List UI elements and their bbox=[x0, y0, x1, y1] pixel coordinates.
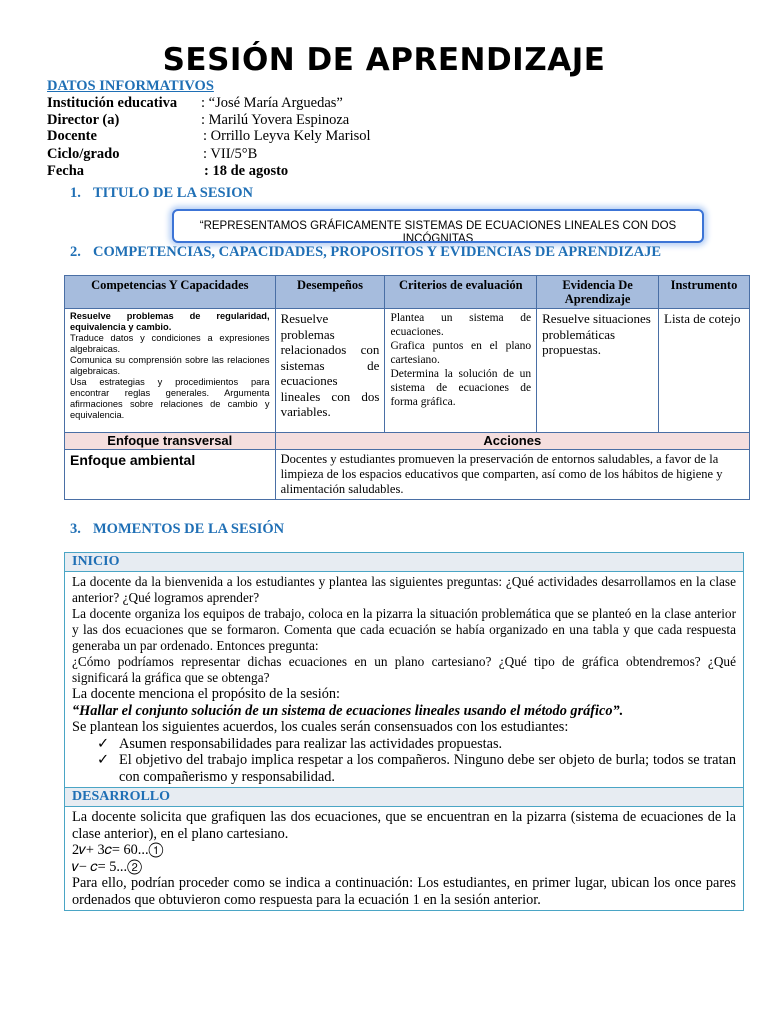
enfoque-header: Enfoque transversal bbox=[65, 433, 276, 450]
info-label: Docente bbox=[47, 128, 97, 144]
inicio-body bbox=[65, 572, 743, 788]
evidencia-cell: Resuelve situaciones problemáticas propuestas. bbox=[537, 309, 659, 433]
check-icon: ✓ bbox=[97, 752, 109, 768]
datos-informativos-heading: DATOS INFORMATIVOS bbox=[47, 78, 214, 94]
table-header-row bbox=[65, 276, 750, 309]
competencias-table bbox=[64, 275, 750, 500]
list-item: ✓ El objetivo del trabajo implica respetar a los compañeros. Ninguno debe ser objeto de burla; todos se tratan con compañerismo y responsabilidad. bbox=[97, 752, 736, 785]
info-value: : Marilú Yovera Espinoza bbox=[201, 112, 350, 128]
paragraph: La docente menciona el propósito de la sesión: bbox=[72, 686, 340, 702]
paragraph: La docente organiza los equipos de trabajo, coloca en la pizarra la situación problemática que se planteó en la clase anterior y las dos ecuaciones que se formaron. Comenta que cada ecuación se había organizado en una tabla y que cada respuesta generaba un par ordenado. Entonces pregunta: bbox=[72, 606, 736, 653]
criterios-cell: Plantea un sistema de ecuaciones. Grafica puntos en el plano cartesiano. Determina la solución de un sistema de ecuaciones de forma gráfica. bbox=[385, 309, 537, 433]
info-value: : “José María Arguedas” bbox=[201, 95, 343, 111]
enfoque-cell: Enfoque ambiental bbox=[65, 450, 276, 500]
section-heading-momentos: 3. MOMENTOS DE LA SESIÓN bbox=[70, 521, 285, 537]
paragraph: La docente da la bienvenida a los estudiantes y plantea las siguientes preguntas: ¿Qué actividades desarrollamos en la clase anterior? ¿Qué logramos aprender? bbox=[72, 574, 736, 605]
info-value: : 18 de agosto bbox=[204, 163, 289, 179]
instrumento-cell: Lista de cotejo bbox=[659, 309, 750, 433]
session-title-box bbox=[172, 209, 704, 243]
column-header: Evidencia De Aprendizaje bbox=[537, 276, 659, 309]
column-header: Desempeños bbox=[275, 276, 385, 309]
info-label: Ciclo/grado bbox=[47, 146, 120, 162]
table-row bbox=[65, 309, 750, 433]
section-heading-competencias: 2. COMPETENCIAS, CAPACIDADES, PROPOSITOS Y EVIDENCIAS DE APRENDIZAJE bbox=[70, 244, 661, 260]
info-value: : Orrillo Leyva Kely Marisol bbox=[203, 128, 371, 144]
paragraph: Para ello, podrían proceder como se indica a continuación: Los estudiantes, en primer lugar, ubican los once pares ordenados que obtuvieron como respuesta para la ecuación 1 en la sesión anterior. bbox=[72, 875, 736, 908]
proposito-text: “Hallar el conjunto solución de un sistema de ecuaciones lineales usando el método gráfico”. bbox=[72, 702, 624, 719]
equation-2: 𝑣− 𝑐= 5...② bbox=[72, 858, 142, 875]
acciones-cell: Docentes y estudiantes promueven la preservación de entornos saludables, a favor de la limpieza de los espacios educativos que comparten, así como de los hábitos de higiene y alimentación saludables. bbox=[275, 450, 749, 500]
capacidades-text: Traduce datos y condiciones a expresiones algebraicas. Comunica su comprensión sobre las relaciones algebraicas. Usa estrategias y procedimientos para encontrar reglas generales. Argumenta afirmaciones sobre relaciones de cambio y equivalencia. bbox=[70, 333, 270, 420]
info-value: : VII/5°B bbox=[203, 146, 258, 162]
info-label: Fecha bbox=[47, 163, 85, 179]
section-heading-titulo: 1. TITULO DE LA SESION bbox=[70, 185, 253, 201]
list-item: ✓ Asumen responsabilidades para realizar las actividades propuestas. bbox=[97, 735, 503, 752]
info-label: Director (a) bbox=[47, 112, 120, 128]
desempeno-cell: Resuelve problemas relacionados con sistemas de ecuaciones lineales con dos variables. bbox=[275, 309, 385, 433]
enfoque-header-row bbox=[65, 433, 750, 450]
equation-1: 2𝑣+ 3𝑐= 60...① bbox=[72, 842, 164, 858]
session-title: “REPRESENTAMOS GRÁFICAMENTE SISTEMAS DE ECUACIONES LINEALES CON DOS INCÓGNITAS bbox=[199, 220, 677, 243]
info-label: Institución educativa bbox=[47, 95, 178, 111]
column-header: Competencias Y Capacidades bbox=[65, 276, 276, 309]
column-header: Instrumento bbox=[659, 276, 750, 309]
enfoque-row bbox=[65, 450, 750, 500]
competencias-cell bbox=[65, 309, 276, 433]
acciones-header: Acciones bbox=[275, 433, 749, 450]
paragraph: Se plantean los siguientes acuerdos, los cuales serán consensuados con los estudiantes: bbox=[72, 719, 569, 735]
check-icon: ✓ bbox=[97, 735, 109, 752]
page-title: SESIÓN DE APRENDIZAJE bbox=[162, 42, 606, 78]
desarrollo-body bbox=[65, 807, 743, 910]
momentos-table bbox=[64, 552, 744, 911]
paragraph: ¿Cómo podríamos representar dichas ecuaciones en un plano cartesiano? ¿Qué tipo de gráfica obtendremos? ¿Qué significará la gráfica que se obtenga? bbox=[72, 654, 736, 685]
inicio-header: INICIO bbox=[65, 553, 743, 572]
desarrollo-header: DESARROLLO bbox=[65, 788, 743, 807]
paragraph: La docente solicita que grafiquen las dos ecuaciones, que se encuentran en la pizarra (sistema de ecuaciones de la clase anterior), en el plano cartesiano. bbox=[72, 809, 736, 842]
column-header: Criterios de evaluación bbox=[385, 276, 537, 309]
competencia-title: Resuelve problemas de regularidad, equivalencia y cambio. bbox=[70, 311, 270, 332]
